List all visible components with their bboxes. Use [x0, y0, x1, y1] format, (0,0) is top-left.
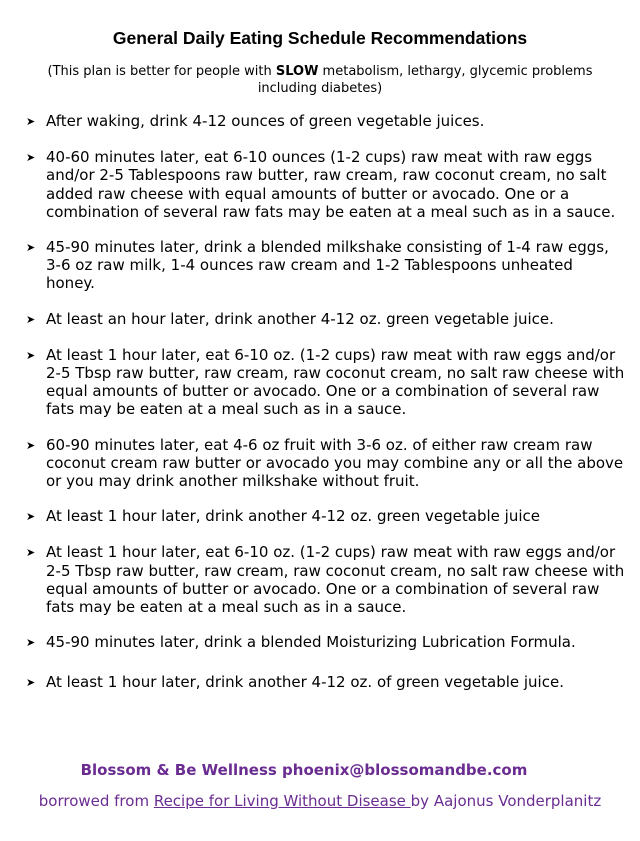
list-item-text: 60-90 minutes later, eat 4-6 oz fruit with 3-6 oz. of either raw cream raw coconut cream raw butter or avocado you may combine any or all the above or you may drink another milkshake without fruit.	[46, 435, 624, 491]
list-item-text: After waking, drink 4-12 ounces of green vegetable juices.	[46, 112, 485, 130]
list-item-text: 45-90 minutes later, drink a blended milkshake consisting of 1-4 raw eggs, 3-6 oz raw milk, 1-4 ounces raw cream and 1-2 Tablespoons unheated honey.	[46, 238, 609, 293]
list-item	[26, 346, 626, 419]
list-item	[26, 436, 626, 491]
list-item-text: At least 1 hour later, eat 6-10 oz. (1-2 cups) raw meat with raw eggs and/or 2-5 Tbsp raw butter, raw cream, raw coconut cream, no salt raw cheese with equal amounts of butter or avocado. One or a combination of several raw fats may be eaten at a meal such as in a sauce.	[46, 543, 625, 617]
list-item	[26, 148, 626, 221]
list-item	[26, 507, 626, 526]
list-item	[26, 673, 626, 692]
arrow-bullet-icon: ➤	[26, 115, 36, 128]
subtitle-before: (This plan is better for people with	[47, 64, 276, 79]
page-title: General Daily Eating Schedule Recommendations	[112, 28, 528, 48]
list-item-text: At least 1 hour later, eat 6-10 oz. (1-2 cups) raw meat with raw eggs and/or 2-5 Tbsp raw butter, raw cream, raw coconut cream, no salt raw cheese with equal amounts of butter or avocado. One or a combination of several raw fats may be eaten at a meal such as in a sauce.	[46, 345, 625, 419]
list-item	[26, 543, 626, 616]
book-title-link[interactable]: Recipe for Living Without Disease	[153, 792, 411, 810]
subtitle	[40, 63, 600, 97]
schedule-list	[26, 112, 626, 693]
list-item	[26, 238, 626, 293]
credit-line	[0, 792, 640, 810]
brand-contact: Blossom & Be Wellness phoenix@blossomandbe.com	[80, 761, 528, 779]
arrow-bullet-icon: ➤	[26, 438, 36, 452]
list-item-text: At least 1 hour later, drink another 4-12 oz. green vegetable juice	[46, 507, 540, 526]
arrow-bullet-icon: ➤	[26, 312, 36, 326]
credit-suffix: by Aajonus Vonderplanitz	[410, 792, 602, 810]
list-item	[26, 633, 626, 652]
list-item	[26, 310, 626, 329]
arrow-bullet-icon: ➤	[26, 151, 36, 165]
subtitle-after: metabolism, lethargy, glycemic problems including diabetes)	[257, 64, 593, 96]
arrow-bullet-icon: ➤	[26, 546, 36, 560]
credit-prefix: borrowed from	[38, 792, 154, 810]
arrow-bullet-icon: ➤	[26, 676, 36, 690]
list-item-text: At least 1 hour later, drink another 4-12 oz. of green vegetable juice.	[46, 673, 564, 692]
list-item-text: At least an hour later, drink another 4-12 oz. green vegetable juice.	[46, 309, 554, 328]
arrow-bullet-icon: ➤	[26, 348, 36, 362]
arrow-bullet-icon: ➤	[26, 510, 36, 524]
list-item	[26, 112, 626, 131]
list-item-text: 45-90 minutes later, drink a blended Moisturizing Lubrication Formula.	[46, 633, 576, 652]
arrow-bullet-icon: ➤	[26, 636, 36, 650]
list-item-text: 40-60 minutes later, eat 6-10 ounces (1-2 cups) raw meat with raw eggs and/or 2-5 Tablespoons raw butter, raw cream, raw coconut cream, no salt added raw cheese with equal amounts of butter or avocado. One or a combination of several raw fats may be eaten at a meal such as in a sauce.	[46, 148, 616, 221]
subtitle-emphasis: SLOW	[275, 64, 319, 79]
arrow-bullet-icon: ➤	[26, 241, 36, 255]
